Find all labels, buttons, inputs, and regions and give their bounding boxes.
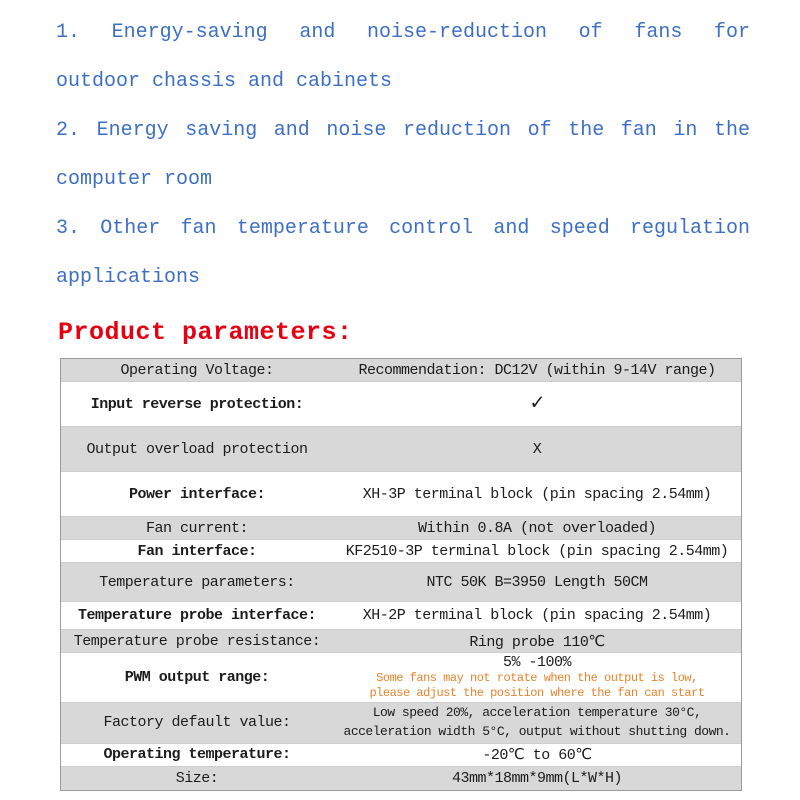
param-label: Fan interface:	[137, 542, 257, 560]
param-row-pwm-output-range	[61, 653, 741, 703]
checkmark-icon: ✓	[530, 391, 544, 416]
param-row-power-interface	[61, 472, 741, 517]
param-value	[333, 427, 741, 471]
param-label: PWM output range:	[124, 669, 270, 686]
param-row-fan-current	[61, 517, 741, 540]
application-item-line: computer room	[56, 168, 213, 191]
param-label: Temperature probe interface:	[77, 607, 317, 624]
param-row-fan-interface	[61, 540, 741, 563]
param-label: Factory default value:	[103, 714, 291, 732]
application-item-line: applications	[56, 266, 201, 289]
param-row-output-overload-protection	[61, 427, 741, 472]
param-label: Fan current:	[145, 519, 249, 537]
param-value: KF2510-3P terminal block (pin spacing 2.54mm)	[345, 542, 729, 560]
param-value: Recommendation: DC12V (within 9-14V range)	[358, 361, 716, 379]
param-row-factory-default-value	[61, 703, 741, 744]
param-value	[333, 382, 741, 426]
param-label: Operating temperature:	[103, 746, 291, 764]
param-label: Output overload protection	[86, 440, 308, 458]
factory-default-text: Low speed 20%, acceleration temperature 30°C, acceleration width 5°C, output without shutting down.	[343, 705, 731, 739]
param-label: Operating Voltage:	[120, 361, 274, 379]
param-row-size	[61, 767, 741, 790]
param-row-temperature-probe-resistance	[61, 630, 741, 653]
section-title: Product parameters:	[58, 318, 353, 347]
param-row-temperature-parameters	[61, 563, 741, 602]
parameters-table	[60, 358, 742, 791]
application-item-line: 2. Energy saving and noise reduction of the fan in the	[56, 119, 750, 142]
pwm-range-value: 5% -100%	[502, 654, 571, 671]
param-value: -20℃ to 60℃	[482, 747, 592, 765]
param-row-temperature-probe-interface	[61, 602, 741, 630]
applications-list	[56, 8, 750, 302]
param-label: Temperature parameters:	[99, 573, 295, 591]
x-mark-icon: X	[532, 440, 542, 458]
param-label: Power interface:	[128, 485, 266, 503]
param-value: Within 0.8A (not overloaded)	[417, 519, 657, 537]
param-row-operating-temperature	[61, 744, 741, 767]
param-row-operating-voltage	[61, 359, 741, 382]
param-value: 43mm*18mm*9mm(L*W*H)	[451, 769, 623, 787]
param-value: Ring probe 110℃	[469, 633, 605, 651]
application-item-line: 3. Other fan temperature control and speed regulation	[56, 217, 750, 240]
application-item-line: outdoor chassis and cabinets	[56, 70, 393, 93]
pwm-warning-note: Some fans may not rotate when the output is low, please adjust the position where the fan can start	[369, 671, 705, 700]
param-value: NTC 50K B=3950 Length 50CM	[426, 573, 648, 591]
param-label: Input reverse protection:	[90, 395, 304, 413]
param-value: XH-2P terminal block (pin spacing 2.54mm)	[362, 607, 712, 624]
param-value: XH-3P terminal block (pin spacing 2.54mm)	[362, 485, 712, 503]
param-value	[333, 703, 741, 743]
param-label: Size:	[175, 769, 219, 787]
param-row-input-reverse-protection	[61, 382, 741, 427]
param-value	[333, 653, 741, 702]
application-item-line: 1. Energy-saving and noise-reduction of fans for	[56, 21, 750, 44]
param-label: Temperature probe resistance:	[73, 632, 321, 650]
